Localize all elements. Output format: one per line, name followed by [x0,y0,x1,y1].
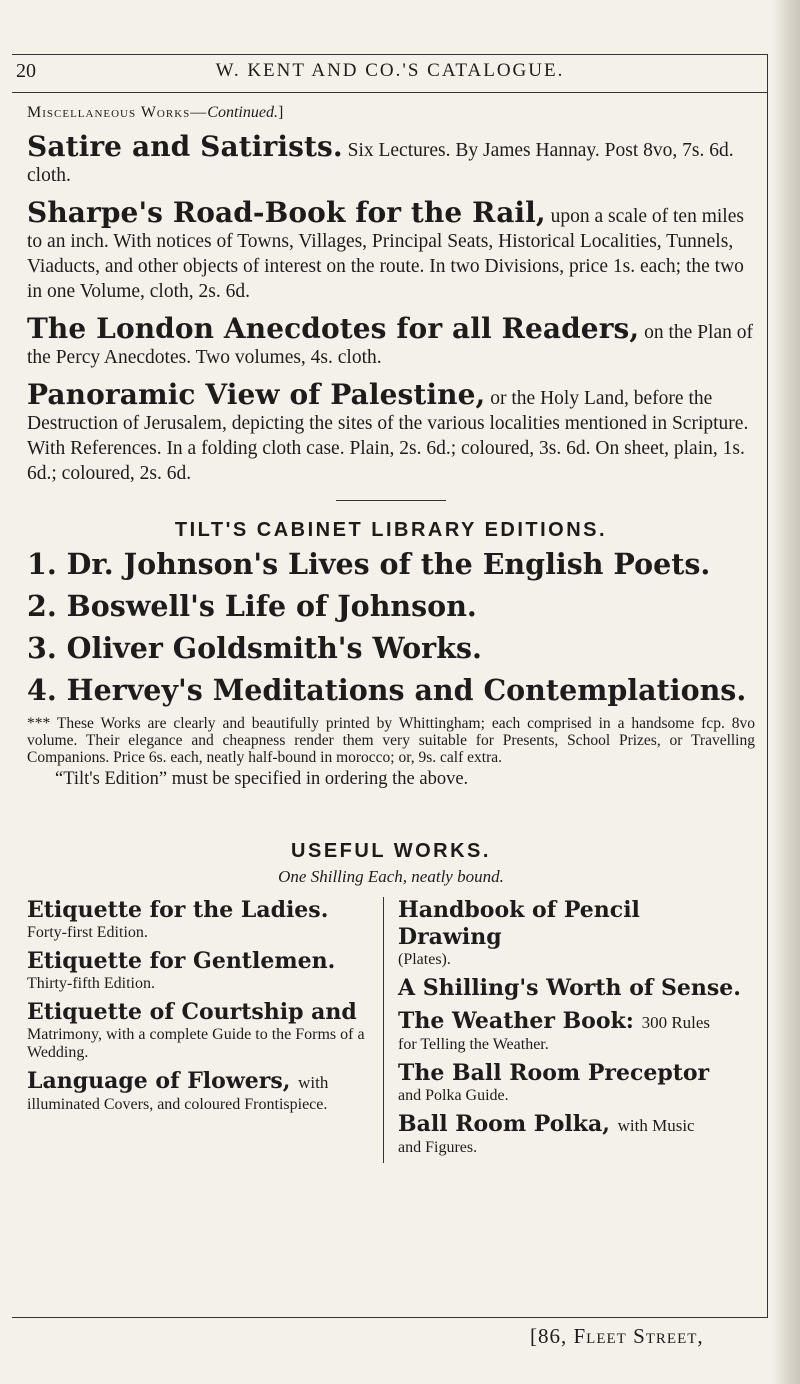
useful-item-title: The Ball Room Preceptor [398,1060,710,1086]
tilt-note: *** These Works are clearly and beautifully printed by Whittingham; each comprised in a handsome fcp. 8vo volume. Their elegance and cheapness render them very suitable for Presents, School Prizes, or Travelling Companions. Price 6s. each, neatly half-bound in morocco; or, 9s. calf extra. [27,715,755,766]
useful-item-sub: and Figures. [398,1139,478,1156]
useful-right-column [383,897,744,1163]
useful-item [27,1068,373,1114]
useful-item-title: Language of Flowers, [27,1068,291,1094]
tilt-item: 3. Oliver Goldsmith's Works. [27,631,482,665]
useful-item-sub: for Telling the Weather. [398,1036,549,1053]
entry-text: Six Lectures. By James Hannay. Post 8vo, 7s. 6d. cloth. [27,140,734,186]
entry-title: Satire and Satirists. [27,130,343,163]
useful-item-sub: Thirty-fifth Edition. [27,975,155,992]
useful-item-sub: Forty-first Edition. [27,924,148,941]
useful-left-column [27,897,383,1163]
page-content [27,100,755,1163]
useful-item-title-tail: with [298,1073,329,1092]
catalogue-entry [27,130,755,188]
catalogue-entry [27,378,755,486]
useful-item-title: The Weather Book: [398,1008,634,1034]
entry-title: The London Anecdotes for all Readers, [27,312,640,345]
useful-item-title: Handbook of Pencil Drawing [398,897,640,950]
useful-item [398,1111,744,1157]
footer-catchword: [86, Fleet Street, [530,1324,704,1348]
tilt-heading: TILT'S CABINET LIBRARY EDITIONS. [174,519,608,541]
useful-item-title-tail: with Music [617,1116,695,1135]
useful-item [27,897,373,942]
useful-item-sub: (Plates). [398,951,451,968]
entry-title: Sharpe's Road-Book for the Rail, [27,196,546,229]
tilt-item: 2. Boswell's Life of Johnson. [27,589,477,623]
running-title: W. KENT AND CO.'S CATALOGUE. [215,60,565,81]
section-label-main: Miscellaneous Works— [27,104,208,121]
useful-item-sub: and Polka Guide. [398,1087,509,1104]
useful-item [398,1008,744,1054]
useful-item [27,999,373,1062]
page-edge-shadow [772,0,800,1384]
useful-item-title-row [27,1068,373,1096]
useful-works-columns [27,897,755,1163]
useful-item-sub: Matrimony, with a complete Guide to the Forms of a Wedding. [27,1026,365,1061]
useful-item [398,975,744,1002]
section-label-bracket: ] [277,104,285,121]
catalogue-entry [27,312,755,370]
section-label-cont: Continued. [207,104,278,121]
useful-item-title: Etiquette for the Ladies. [27,897,329,923]
useful-subheading: One Shilling Each, neatly bound. [278,867,504,886]
entry-text: on the Plan of the Percy Anecdotes. Two volumes, 4s. cloth. [27,322,753,368]
entry-text: or the Holy Land, before the Destruction of Jerusalem, depicting the sites of the various localities mentioned in Scripture. With References. In a folding cloth case. Plain, 2s. 6d.; coloured, 3s. 6d. On sheet, plain, 1s. 6d.; coloured, 2s. 6d. [27,388,749,484]
entry-title: Panoramic View of Palestine, [27,378,486,411]
section-divider [336,500,446,501]
useful-item-title-tail: 300 Rules [641,1013,711,1032]
useful-heading: USEFUL WORKS. [291,840,491,862]
useful-item-title: Etiquette of Courtship and [27,999,357,1025]
entry-text: upon a scale of ten miles to an inch. With notices of Towns, Villages, Principal Seats, Historical Localities, Tunnels, Viaducts, and other objects of interest on the route. In two Divisions, price 1s. each; the two in one Volume, cloth, 2s. 6d. [27,206,744,302]
useful-item [27,948,373,993]
useful-item-title-row [398,1008,744,1036]
useful-item-title: A Shilling's Worth of Sense. [398,975,741,1001]
useful-item-sub: illuminated Covers, and coloured Frontispiece. [27,1096,328,1113]
tilt-edition-note: “Tilt's Edition” must be specified in ordering the above. [55,769,469,789]
page-number: 20 [16,60,36,82]
useful-item [398,897,744,969]
tilt-item: 1. Dr. Johnson's Lives of the English Poets. [27,547,711,581]
useful-item-title: Etiquette for Gentlemen. [27,948,336,974]
catalogue-entry [27,196,755,304]
useful-item-title: Ball Room Polka, [398,1111,610,1137]
section-label [27,104,755,122]
useful-item [398,1060,744,1105]
tilt-item: 4. Hervey's Meditations and Contemplations. [27,673,747,707]
header-rule [12,92,767,93]
useful-item-title-row [398,1111,744,1139]
